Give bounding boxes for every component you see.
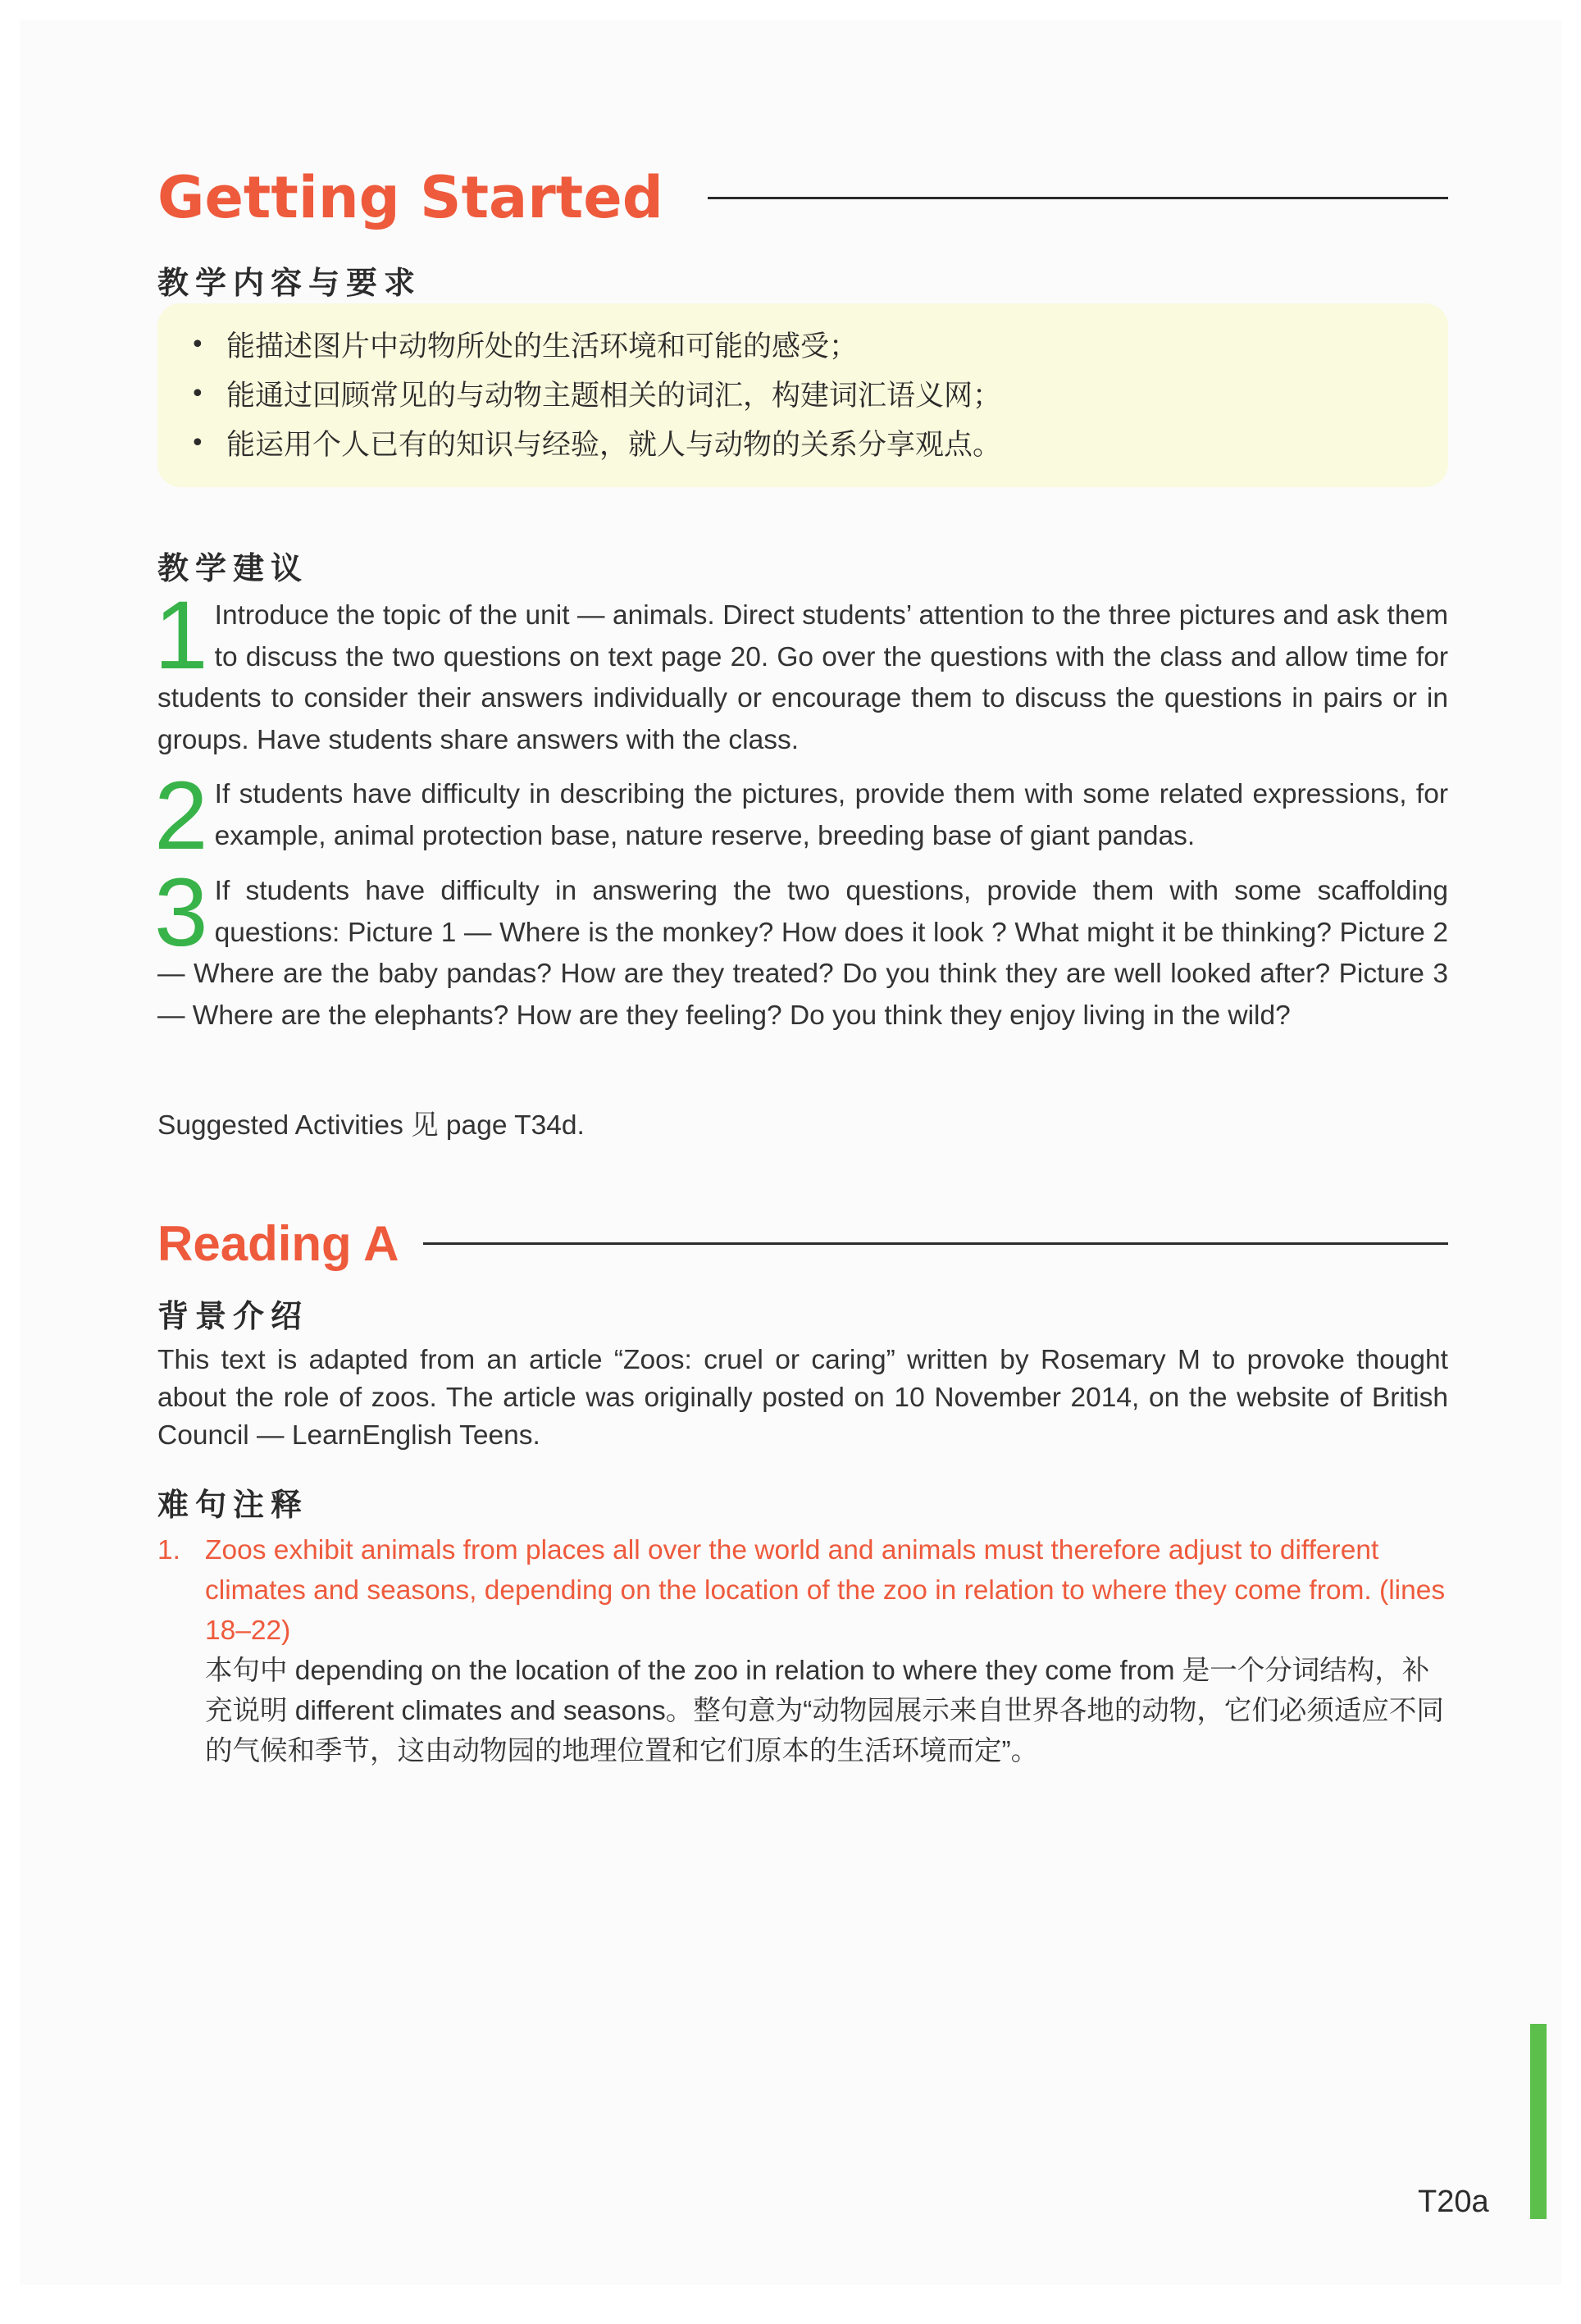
- objective-text: 能运用个人已有的知识与经验，就人与动物的关系分享观点。: [226, 429, 1002, 462]
- page-number: T20a: [1418, 2185, 1489, 2219]
- note-body: [205, 1530, 1448, 1771]
- subhead-suggestions: 教学建议: [157, 552, 309, 586]
- teaching-step-2: [154, 762, 1448, 870]
- title-rule: [708, 197, 1448, 199]
- bullet-icon: •: [190, 330, 205, 359]
- teaching-step-1: [154, 581, 1448, 761]
- objectives-box: [157, 303, 1448, 487]
- step-text: If students have difficulty in describing the pictures, provide them with some related expressions, for example, animal protection base, nature reserve, breeding base of giant pandas.: [214, 779, 1448, 851]
- title-rule: [423, 1242, 1448, 1245]
- note-explanation: 本句中 depending on the location of the zoo in relation to where they come from 是一个分词结构，补充说明 different climates and seasons。整句意为“动物园展示来自世界各地的动物，它们必须适应不同的气候和季节，这由动物园的地理位置和它们原本的生活环境而定”。: [205, 1656, 1444, 1766]
- step-number: 1: [154, 581, 208, 690]
- bullet-icon: •: [190, 428, 205, 458]
- subhead-notes: 难句注释: [157, 1488, 309, 1523]
- section-title-getting-started: Getting Started: [157, 164, 663, 231]
- objective-item: [190, 369, 1415, 418]
- step-number: 2: [154, 762, 208, 870]
- step-number: 3: [154, 859, 208, 967]
- section-title-reading-a: Reading A: [157, 1216, 399, 1271]
- reading-a-header: [157, 1215, 1448, 1272]
- objective-item: [190, 320, 1415, 369]
- difficult-sentence-note: [157, 1530, 1448, 1771]
- getting-started-header: [157, 164, 1448, 231]
- teaching-step-3: [154, 859, 1448, 1037]
- page: [20, 20, 1561, 2285]
- subhead-background: 背景介绍: [157, 1300, 309, 1334]
- objective-item: [190, 418, 1415, 467]
- step-text: Introduce the topic of the unit — animals. Direct students’ attention to the three pictures and ask them to discuss the two questions on text page 20. Go over the questions with the class and allow time for students to consider their answers individually or encourage them to discuss the questions in pairs or in groups. Have students share answers with the class.: [157, 600, 1448, 755]
- subhead-objectives: 教学内容与要求: [157, 267, 422, 301]
- step-text: If students have difficulty in answering the two questions, provide them with some scaffolding questions: Picture 1 — Where is the monkey? How does it look ? What might it be thinking? Picture 2 — Where are the baby pandas? How are they treated? Do you think they are well looked after? Picture 3 — Where are the elephants? How are they feeling? Do you think they enjoy living in the wild?: [157, 876, 1448, 1031]
- objective-text: 能通过回顾常见的与动物主题相关的词汇，构建词汇语义网；: [226, 380, 1002, 412]
- note-number: 1.: [157, 1535, 180, 1565]
- suggested-activities-ref: Suggested Activities 见 page T34d.: [157, 1110, 585, 1141]
- note-sentence: Zoos exhibit animals from places all over the world and animals must therefore adjust to different climates and seasons, depending on the location of the zoo in relation to where they come from. (lines 18–22): [205, 1535, 1446, 1646]
- objective-text: 能描述图片中动物所处的生活环境和可能的感受；: [226, 330, 859, 363]
- background-text: This text is adapted from an article “Zoos: cruel or caring” written by Rosemary M to provoke thought about the role of zoos. The article was originally posted on 10 November 2014, on the website of British Council — LearnEnglish Teens.: [157, 1345, 1448, 1451]
- bullet-icon: •: [190, 379, 205, 408]
- page-edge-tab: [1530, 2024, 1547, 2219]
